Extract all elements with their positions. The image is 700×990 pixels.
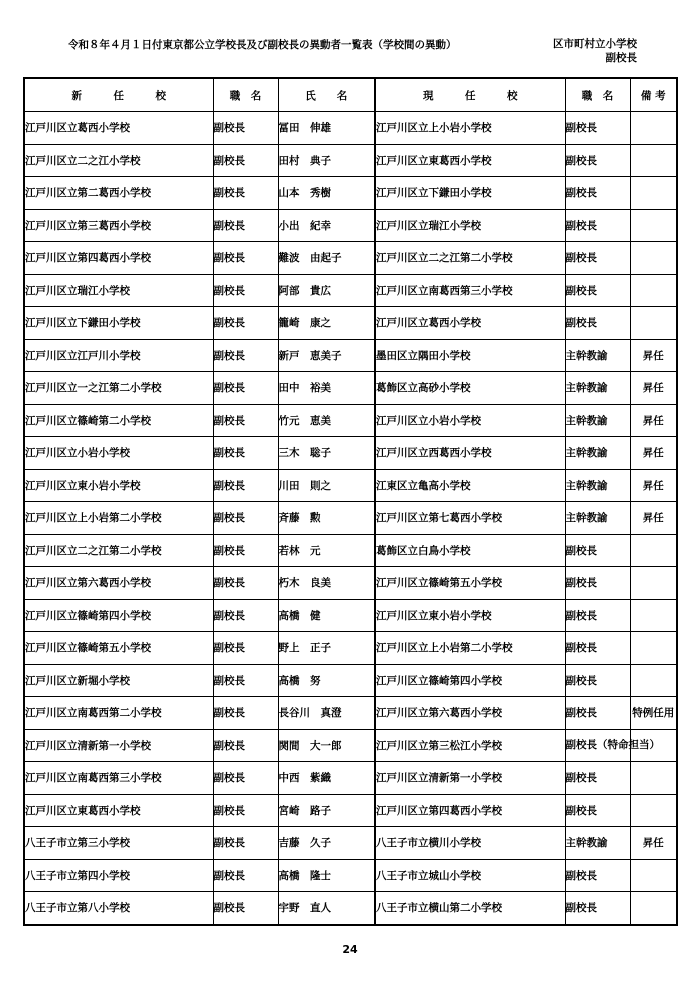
cell-current-school: 江戸川区立南葛西第三小学校 (375, 274, 565, 307)
cell-current-school: 江戸川区立第七葛西小学校 (375, 502, 565, 535)
cell-name: 長谷川 真澄 (278, 697, 375, 730)
cell-current-position: 副校長 (565, 794, 630, 827)
cell-remarks (630, 534, 677, 567)
cell-name: 高橋 隆士 (278, 859, 375, 892)
cell-new-school: 江戸川区立第四葛西小学校 (24, 242, 213, 275)
cell-remarks (630, 144, 677, 177)
cell-current-school: 江戸川区立西葛西小学校 (375, 437, 565, 470)
cell-current-position: 主幹教諭 (565, 372, 630, 405)
cell-new-school: 八王子市立第三小学校 (24, 827, 213, 860)
cell-remarks (630, 242, 677, 275)
cell-remarks: 昇任 (630, 827, 677, 860)
cell-name: 野上 正子 (278, 632, 375, 665)
table-row (24, 177, 677, 210)
table-row (24, 892, 677, 925)
cell-remarks (630, 632, 677, 665)
cell-current-school: 江戸川区立小岩小学校 (375, 404, 565, 437)
cell-name: 籠崎 康之 (278, 307, 375, 340)
cell-current-school: 江戸川区立瑞江小学校 (375, 209, 565, 242)
cell-current-school: 江戸川区立清新第一小学校 (375, 762, 565, 795)
cell-current-school: 江戸川区立上小岩第二小学校 (375, 632, 565, 665)
cell-new-school: 江戸川区立瑞江小学校 (24, 274, 213, 307)
table-row (24, 762, 677, 795)
cell-remarks (630, 112, 677, 145)
cell-remarks: 昇任 (630, 502, 677, 535)
cell-current-school: 葛飾区立白鳥小学校 (375, 534, 565, 567)
cell-position: 副校長 (213, 859, 278, 892)
table-row (24, 437, 677, 470)
cell-position: 副校長 (213, 567, 278, 600)
cell-position: 副校長 (213, 372, 278, 405)
cell-new-school: 江戸川区立南葛西第二小学校 (24, 697, 213, 730)
cell-remarks (630, 599, 677, 632)
cell-name: 高橋 健 (278, 599, 375, 632)
cell-name: 吉藤 久子 (278, 827, 375, 860)
cell-current-position: 主幹教諭 (565, 502, 630, 535)
cell-current-school: 江戸川区立第三松江小学校 (375, 729, 565, 762)
table-row (24, 372, 677, 405)
cell-position: 副校長 (213, 112, 278, 145)
cell-current-school: 八王子市立城山小学校 (375, 859, 565, 892)
cell-name: 田村 典子 (278, 144, 375, 177)
cell-new-school: 江戸川区立東小岩小学校 (24, 469, 213, 502)
table-row (24, 632, 677, 665)
cell-position: 副校長 (213, 697, 278, 730)
cell-new-school: 江戸川区立第三葛西小学校 (24, 209, 213, 242)
cell-current-school: 江東区立亀高小学校 (375, 469, 565, 502)
table-row (24, 664, 677, 697)
cell-current-position: 副校長（特命担当） (565, 729, 630, 762)
cell-new-school: 江戸川区立篠崎第四小学校 (24, 599, 213, 632)
cell-position: 副校長 (213, 599, 278, 632)
cell-position: 副校長 (213, 664, 278, 697)
cell-new-school: 江戸川区立南葛西第三小学校 (24, 762, 213, 795)
cell-remarks (630, 209, 677, 242)
cell-current-position: 副校長 (565, 892, 630, 925)
header-remarks: 備 考 (630, 78, 677, 112)
cell-current-position: 副校長 (565, 599, 630, 632)
document-category (545, 37, 637, 65)
cell-remarks: 昇任 (630, 437, 677, 470)
cell-current-school: 江戸川区立下鎌田小学校 (375, 177, 565, 210)
cell-remarks (630, 274, 677, 307)
cell-position: 副校長 (213, 827, 278, 860)
cell-position: 副校長 (213, 729, 278, 762)
cell-current-school: 葛飾区立高砂小学校 (375, 372, 565, 405)
cell-current-school: 八王子市立横山第二小学校 (375, 892, 565, 925)
cell-position: 副校長 (213, 469, 278, 502)
cell-current-school: 江戸川区立第六葛西小学校 (375, 697, 565, 730)
table-row (24, 469, 677, 502)
cell-current-school: 江戸川区立東小岩小学校 (375, 599, 565, 632)
page-number: 24 (342, 943, 358, 956)
cell-name: 新戸 恵美子 (278, 339, 375, 372)
cell-name: 田中 裕美 (278, 372, 375, 405)
cell-position: 副校長 (213, 794, 278, 827)
cell-current-position: 副校長 (565, 632, 630, 665)
cell-new-school: 江戸川区立下鎌田小学校 (24, 307, 213, 340)
cell-remarks (630, 177, 677, 210)
cell-position: 副校長 (213, 307, 278, 340)
cell-new-school: 江戸川区立清新第一小学校 (24, 729, 213, 762)
cell-remarks (630, 664, 677, 697)
cell-current-school: 江戸川区立上小岩小学校 (375, 112, 565, 145)
table-row (24, 794, 677, 827)
category-school-type: 区市町村立小学校 (553, 38, 637, 50)
table-row (24, 404, 677, 437)
table-row (24, 502, 677, 535)
cell-current-position: 副校長 (565, 274, 630, 307)
table-row (24, 859, 677, 892)
cell-name: 小出 紀幸 (278, 209, 375, 242)
cell-position: 副校長 (213, 762, 278, 795)
cell-new-school: 江戸川区立篠崎第二小学校 (24, 404, 213, 437)
category-position: 副校長 (605, 52, 637, 64)
cell-new-school: 江戸川区立篠崎第五小学校 (24, 632, 213, 665)
cell-position: 副校長 (213, 339, 278, 372)
cell-new-school: 江戸川区立新堀小学校 (24, 664, 213, 697)
cell-position: 副校長 (213, 274, 278, 307)
cell-name: 朽木 良美 (278, 567, 375, 600)
cell-name: 竹元 恵美 (278, 404, 375, 437)
cell-current-position: 副校長 (565, 859, 630, 892)
table-row (24, 144, 677, 177)
cell-current-position: 主幹教諭 (565, 827, 630, 860)
header-name: 氏 名 (278, 78, 375, 112)
table-row (24, 339, 677, 372)
cell-position: 副校長 (213, 144, 278, 177)
table-row (24, 274, 677, 307)
cell-new-school: 江戸川区立江戸川小学校 (24, 339, 213, 372)
cell-remarks: 特例任用 (630, 697, 677, 730)
cell-current-school: 八王子市立横川小学校 (375, 827, 565, 860)
cell-new-school: 江戸川区立第六葛西小学校 (24, 567, 213, 600)
cell-remarks (630, 307, 677, 340)
document-title: 令和８年４月１日付東京都公立学校長及び副校長の異動者一覧表（学校間の異動） (68, 39, 457, 51)
cell-current-position: 副校長 (565, 177, 630, 210)
cell-name: 阿部 貴広 (278, 274, 375, 307)
cell-current-position: 副校長 (565, 762, 630, 795)
cell-position: 副校長 (213, 209, 278, 242)
transfer-table (23, 77, 678, 926)
header-current-position: 職 名 (565, 78, 630, 112)
cell-remarks (630, 567, 677, 600)
table-row (24, 307, 677, 340)
cell-current-position: 副校長 (565, 534, 630, 567)
cell-name: 川田 則之 (278, 469, 375, 502)
table-body (24, 112, 677, 925)
cell-new-school: 江戸川区立葛西小学校 (24, 112, 213, 145)
cell-current-position: 副校長 (565, 697, 630, 730)
table-row (24, 827, 677, 860)
cell-current-position: 主幹教諭 (565, 339, 630, 372)
cell-current-position: 副校長 (565, 567, 630, 600)
cell-name: 斉藤 勲 (278, 502, 375, 535)
cell-current-position: 副校長 (565, 209, 630, 242)
cell-remarks: 昇任 (630, 404, 677, 437)
cell-new-school: 八王子市立第四小学校 (24, 859, 213, 892)
header-position: 職 名 (213, 78, 278, 112)
cell-new-school: 八王子市立第八小学校 (24, 892, 213, 925)
cell-remarks (630, 859, 677, 892)
cell-position: 副校長 (213, 632, 278, 665)
header-current-school: 現 任 校 (375, 78, 565, 112)
table-row (24, 209, 677, 242)
cell-current-school: 江戸川区立東葛西小学校 (375, 144, 565, 177)
cell-name: 宇野 直人 (278, 892, 375, 925)
cell-name: 冨田 伸雄 (278, 112, 375, 145)
cell-current-position: 副校長 (565, 112, 630, 145)
table-row (24, 697, 677, 730)
cell-current-position: 副校長 (565, 307, 630, 340)
cell-remarks (630, 892, 677, 925)
cell-position: 副校長 (213, 404, 278, 437)
cell-position: 副校長 (213, 177, 278, 210)
table-row (24, 729, 677, 762)
table-row (24, 534, 677, 567)
cell-name: 若林 元 (278, 534, 375, 567)
cell-new-school: 江戸川区立第二葛西小学校 (24, 177, 213, 210)
cell-current-school: 江戸川区立葛西小学校 (375, 307, 565, 340)
cell-new-school: 江戸川区立上小岩第二小学校 (24, 502, 213, 535)
cell-name: 宮崎 路子 (278, 794, 375, 827)
header-new-school: 新 任 校 (24, 78, 213, 112)
cell-current-position: 副校長 (565, 144, 630, 177)
cell-position: 副校長 (213, 437, 278, 470)
cell-current-school: 江戸川区立第四葛西小学校 (375, 794, 565, 827)
cell-name: 難波 由起子 (278, 242, 375, 275)
cell-current-school: 江戸川区立篠崎第五小学校 (375, 567, 565, 600)
cell-remarks (630, 794, 677, 827)
cell-position: 副校長 (213, 502, 278, 535)
cell-current-school: 江戸川区立篠崎第四小学校 (375, 664, 565, 697)
cell-current-school: 墨田区立隅田小学校 (375, 339, 565, 372)
cell-current-school: 江戸川区立二之江第二小学校 (375, 242, 565, 275)
cell-new-school: 江戸川区立二之江小学校 (24, 144, 213, 177)
cell-current-position: 主幹教諭 (565, 437, 630, 470)
cell-remarks: 昇任 (630, 339, 677, 372)
cell-new-school: 江戸川区立小岩小学校 (24, 437, 213, 470)
cell-name: 山本 秀樹 (278, 177, 375, 210)
cell-current-position: 主幹教諭 (565, 404, 630, 437)
cell-name: 中西 紫織 (278, 762, 375, 795)
table-row (24, 242, 677, 275)
cell-position: 副校長 (213, 892, 278, 925)
cell-new-school: 江戸川区立東葛西小学校 (24, 794, 213, 827)
cell-current-position: 副校長 (565, 242, 630, 275)
cell-current-position: 副校長 (565, 664, 630, 697)
table-row (24, 599, 677, 632)
table-header-row (24, 78, 677, 112)
cell-remarks: 昇任 (630, 372, 677, 405)
cell-position: 副校長 (213, 242, 278, 275)
cell-position: 副校長 (213, 534, 278, 567)
cell-new-school: 江戸川区立一之江第二小学校 (24, 372, 213, 405)
cell-name: 三木 聡子 (278, 437, 375, 470)
cell-remarks (630, 762, 677, 795)
cell-name: 関間 大一郎 (278, 729, 375, 762)
table-row (24, 112, 677, 145)
cell-new-school: 江戸川区立二之江第二小学校 (24, 534, 213, 567)
cell-remarks: 昇任 (630, 469, 677, 502)
table-row (24, 567, 677, 600)
cell-name: 高橋 努 (278, 664, 375, 697)
cell-current-position: 主幹教諭 (565, 469, 630, 502)
